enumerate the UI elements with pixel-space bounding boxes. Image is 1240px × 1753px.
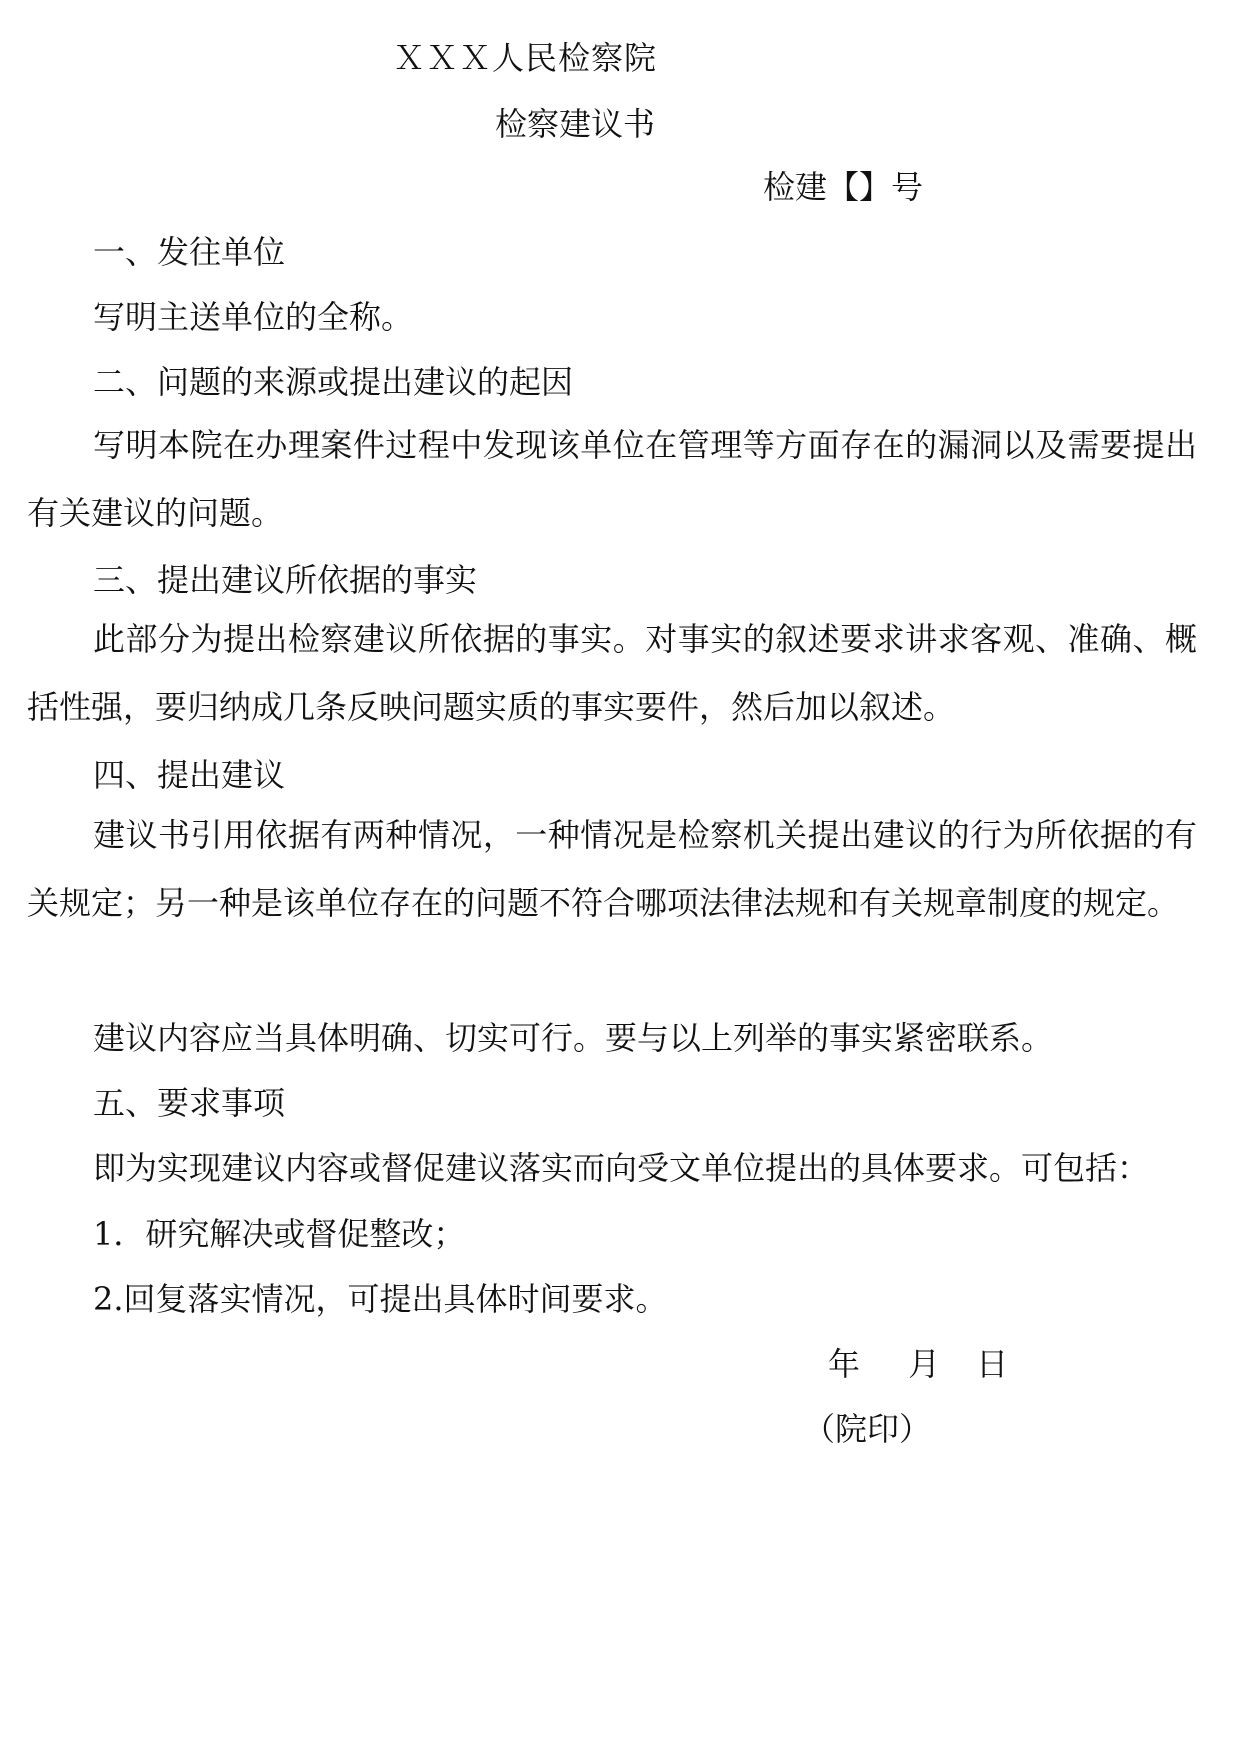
procuratorate-name: ＸＸＸ人民检察院	[393, 39, 658, 77]
section-4-text-2: 建议内容应当具体明确、切实可行。要与以上列举的事实紧密联系。	[93, 1019, 1054, 1057]
section-5-item-1: 1．研究解决或督促整改；	[93, 1215, 466, 1253]
section-4-heading: 四、提出建议	[93, 756, 286, 794]
section-4-text-1: 建议书引用依据有两种情况，一种情况是检察机关提出建议的行为所依据的有关规定；另一种是该单位存在的问题不符合哪项法律法规和有关规章制度的规定。	[27, 816, 1197, 922]
section-3-text: 此部分为提出检察建议所依据的事实。对事实的叙述要求讲求客观、准确、概括性强，要归纳成几条反映问题实质的事实要件，然后加以叙述。	[27, 620, 1197, 726]
section-5-heading: 五、要求事项	[93, 1084, 286, 1122]
seal-note: （院印）	[803, 1410, 932, 1448]
document-title: 检察建议书	[495, 105, 656, 143]
section-5-item-2: 2.回复落实情况，可提出具体时间要求。	[93, 1280, 668, 1318]
section-1-text: 写明主送单位的全称。	[93, 298, 414, 336]
document-number: 检建【】号	[763, 168, 924, 206]
section-3-heading: 三、提出建议所依据的事实	[93, 561, 478, 599]
section-2-heading: 二、问题的来源或提出建议的起因	[93, 363, 574, 401]
section-5-text: 即为实现建议内容或督促建议落实而向受文单位提出的具体要求。可包括：	[93, 1149, 1150, 1187]
section-2-text: 写明本院在办理案件过程中发现该单位在管理等方面存在的漏洞以及需要提出有关建议的问题。	[27, 426, 1197, 532]
section-1-heading: 一、发往单位	[93, 233, 286, 271]
date-line: 年 月 日	[828, 1345, 1011, 1383]
